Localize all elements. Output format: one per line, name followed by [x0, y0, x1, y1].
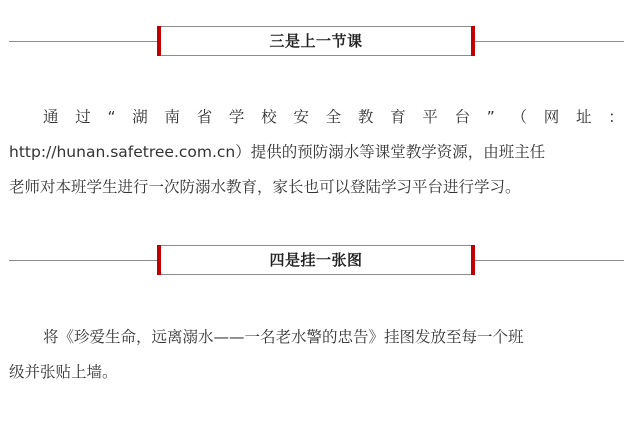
paragraph-char: 台 — [454, 108, 471, 126]
paragraph-char: “ — [107, 108, 116, 126]
header-box — [157, 245, 475, 275]
justified-line — [9, 100, 624, 135]
header-box — [157, 26, 475, 56]
paragraph-char: 平 — [422, 108, 438, 126]
paragraph-char: 学 — [228, 108, 245, 126]
paragraph-char: 省 — [196, 108, 213, 126]
paragraph-char: 全 — [325, 108, 342, 126]
section-header-2 — [9, 245, 624, 277]
paragraph-char: 湖 — [132, 108, 148, 126]
section-paragraph-2 — [9, 320, 624, 390]
section-title: 三是上一节课 — [269, 32, 363, 50]
section-title: 四是挂一张图 — [269, 251, 363, 269]
paragraph-char: 教 — [357, 108, 374, 126]
section-paragraph-1 — [9, 100, 624, 205]
paragraph-char: ： — [608, 108, 624, 126]
paragraph-char: （ — [511, 108, 528, 126]
paragraph-line-1 — [9, 100, 624, 135]
paragraph-char: 通 — [43, 108, 59, 126]
paragraph-char: 安 — [293, 108, 309, 126]
paragraph-char: 校 — [261, 108, 277, 126]
paragraph-char: 网 — [543, 108, 560, 126]
paragraph-line-1 — [9, 320, 624, 355]
paragraph-char: 过 — [75, 108, 91, 126]
section-header-1 — [9, 26, 624, 58]
paragraph-char: 南 — [164, 108, 180, 126]
paragraph-line-2: http://hunan.safetree.com.cn）提供的预防溺水等课堂教学资源，由班主任 — [9, 143, 546, 161]
paragraph-char: ” — [486, 108, 495, 126]
paragraph-text: 将《珍爱生命，远离溺水——一名老水警的忠告》挂图发放至每一个班 — [43, 328, 524, 346]
paragraph-line-3: 老师对本班学生进行一次防溺水教育，家长也可以登陆学习平台进行学习。 — [9, 178, 521, 196]
paragraph-line-2: 级并张贴上墙。 — [9, 363, 118, 381]
paragraph-char: 址 — [576, 108, 592, 126]
paragraph-char: 育 — [390, 108, 406, 126]
